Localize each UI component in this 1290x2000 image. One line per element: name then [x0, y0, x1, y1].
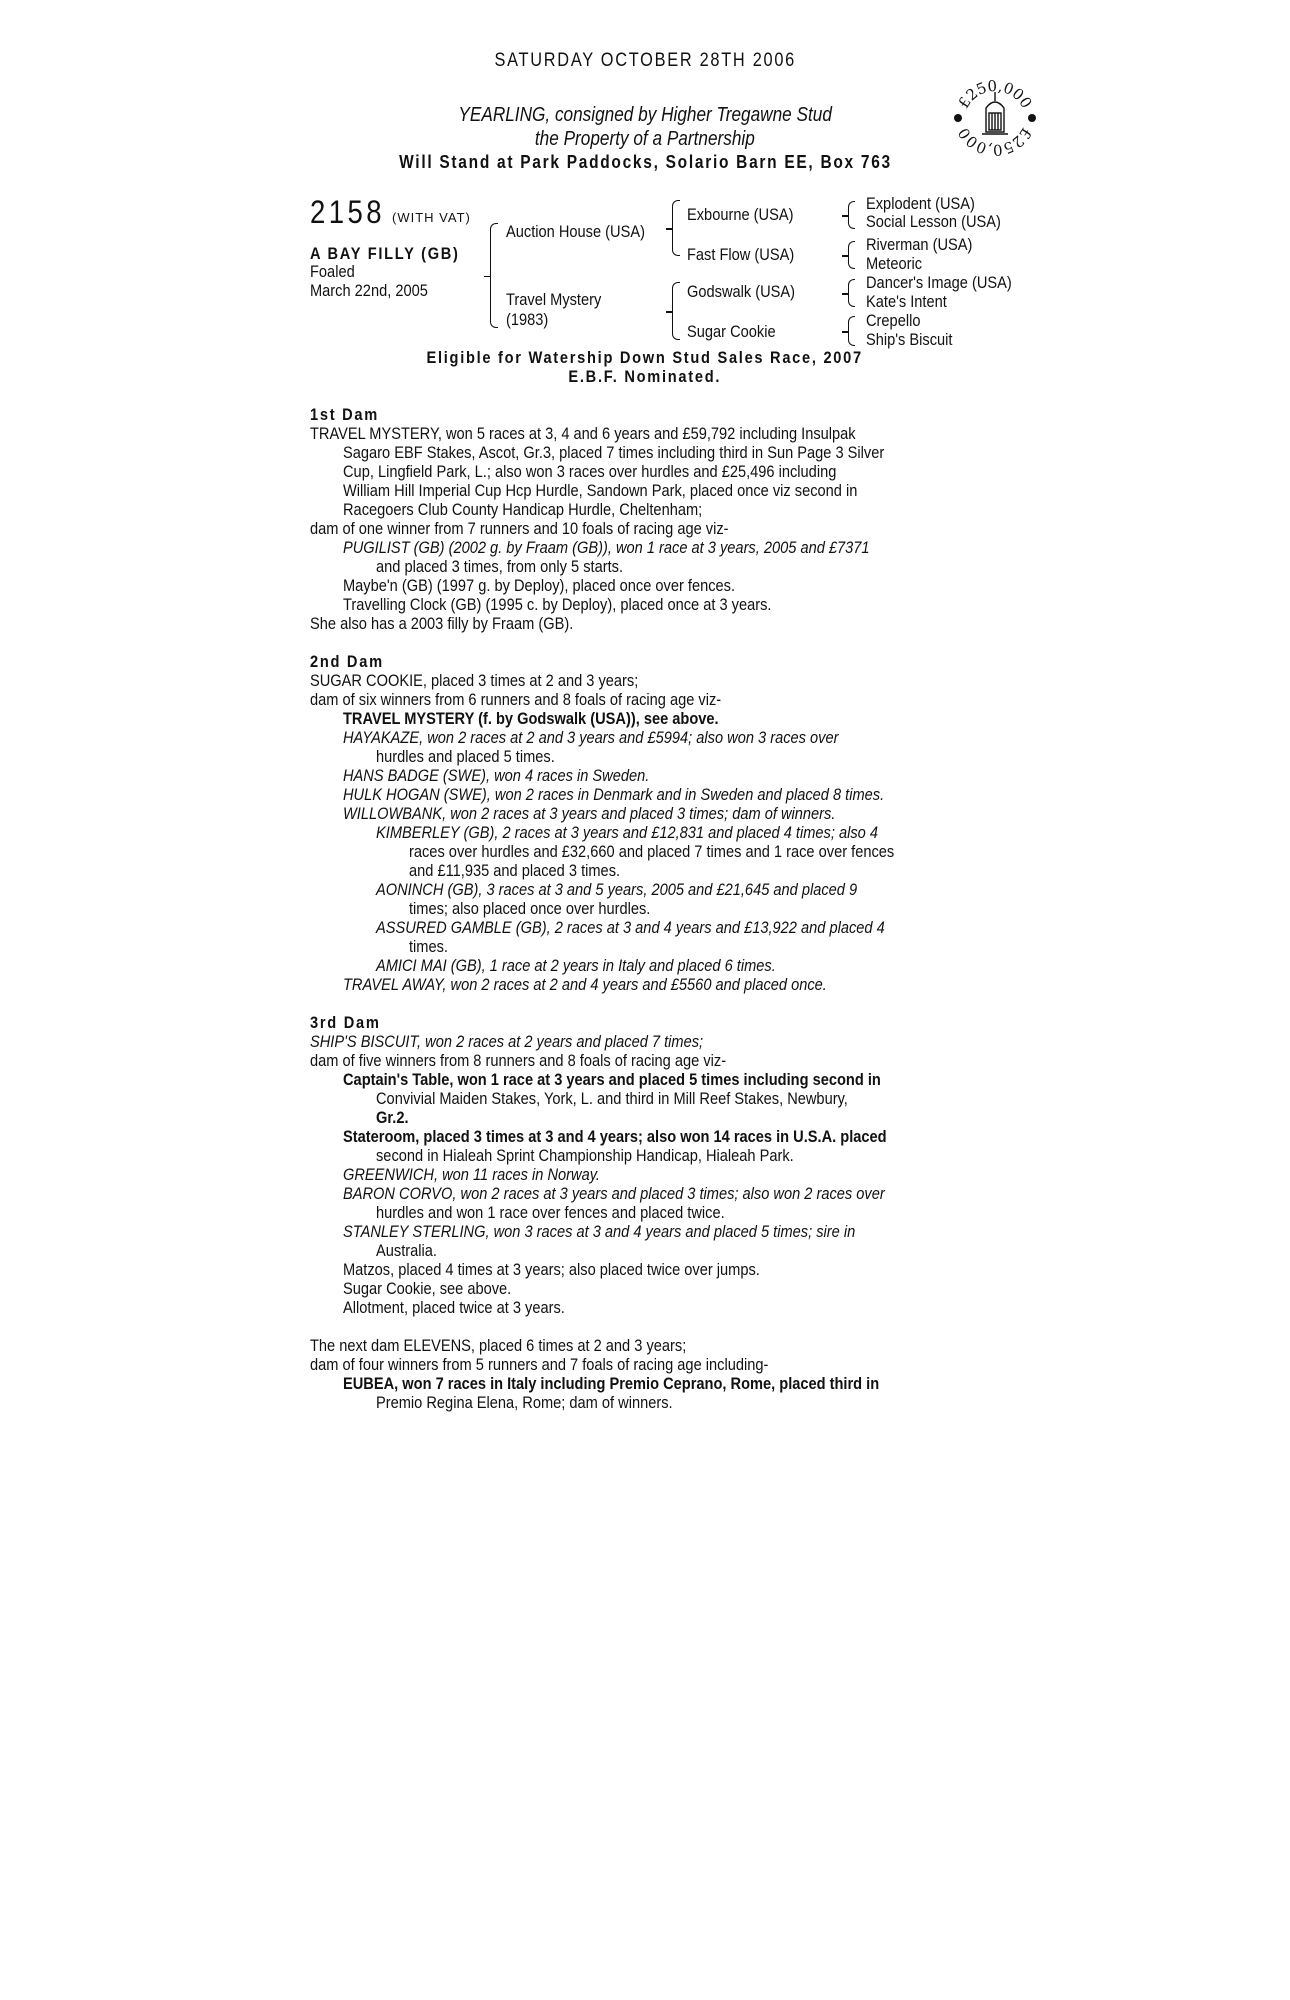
pedigree-sire-sire: Exbourne (USA) — [687, 205, 794, 224]
produce-summary: dam of one winner from 7 runners and 10 foals of racing age viz- — [310, 519, 729, 538]
produce-entry-cont: hurdles and won 1 race over fences and placed twice. — [376, 1203, 725, 1222]
produce-entry: Stateroom, placed 3 times at 3 and 4 years; also won 14 races in U.S.A. placed — [343, 1127, 887, 1146]
pedigree-g3: Riverman (USA) — [866, 235, 973, 254]
produce-entry: PUGILIST (GB) (2002 g. by Fraam (GB)), won 1 race at 3 years, 2005 and £7371 — [343, 538, 870, 557]
grand-produce-entry-cont: races over hurdles and £32,660 and placed 7 times and 1 race over fences — [409, 842, 895, 861]
grand-produce-entry: ASSURED GAMBLE (GB), 2 races at 3 and 4 years and £13,922 and placed 4 — [376, 918, 885, 937]
pedigree-g4: Meteoric — [866, 254, 923, 273]
dam-record-line: William Hill Imperial Cup Hcp Hurdle, Sandown Park, placed once viz second in — [343, 481, 858, 500]
dam-record-line: SUGAR COOKIE, placed 3 times at 2 and 3 years; — [310, 671, 639, 690]
produce-summary: dam of five winners from 8 runners and 8 foals of racing age viz- — [310, 1051, 727, 1070]
produce-entry-cont: second in Hialeah Sprint Championship Handicap, Hialeah Park. — [376, 1146, 794, 1165]
produce-entry: Captain's Table, won 1 race at 3 years and placed 5 times including second in — [343, 1070, 881, 1089]
consignor-line: YEARLING, consigned by Higher Tregawne Stud — [458, 104, 832, 126]
foaled-date: March 22nd, 2005 — [310, 281, 428, 300]
vat-note: (WITH VAT) — [392, 210, 471, 225]
location-line: Will Stand at Park Paddocks, Solario Barn EE, Box 763 — [398, 152, 892, 172]
produce-entry-cont: and placed 3 times, from only 5 starts. — [376, 557, 624, 576]
produce-entry-cont: Premio Regina Elena, Rome; dam of winners. — [376, 1393, 673, 1412]
next-dam-record: The next dam ELEVENS, placed 6 times at 2 and 3 years; — [310, 1336, 687, 1355]
pedigree-sire-dam: Fast Flow (USA) — [687, 245, 795, 264]
produce-entry: STANLEY STERLING, won 3 races at 3 and 4 years and placed 5 times; sire in — [343, 1222, 856, 1241]
pedigree-g5: Dancer's Image (USA) — [866, 273, 1012, 292]
produce-entry: WILLOWBANK, won 2 races at 3 years and placed 3 times; dam of winners. — [343, 804, 836, 823]
pedigree-brace-parents — [490, 223, 498, 328]
lot-number: 2158 — [310, 194, 385, 230]
ebf-line: E.B.F. Nominated. — [568, 367, 722, 386]
grand-produce-entry: AONINCH (GB), 3 races at 3 and 5 years, 2005 and £21,645 and placed 9 — [376, 880, 858, 899]
svg-text:£250,000: £250,000 — [954, 76, 1036, 112]
section-heading-2nd-dam: 2nd Dam — [310, 652, 384, 671]
pedigree-brace-sire — [672, 200, 680, 256]
pedigree-sire: Auction House (USA) — [506, 222, 645, 241]
pedigree-brace-g1 — [848, 201, 855, 229]
foaled-label: Foaled — [310, 262, 355, 281]
produce-entry: Maybe'n (GB) (1997 g. by Deploy), placed once over fences. — [343, 576, 736, 595]
section-heading-3rd-dam: 3rd Dam — [310, 1013, 381, 1032]
produce-entry-cont: Gr.2. — [376, 1108, 409, 1127]
pedigree-dam: Travel Mystery — [506, 290, 602, 309]
property-line: the Property of a Partnership — [535, 128, 755, 150]
pedigree-g7: Crepello — [866, 311, 921, 330]
dam-record-line: Sagaro EBF Stakes, Ascot, Gr.3, placed 7 times including third in Sun Page 3 Silver — [343, 443, 885, 462]
produce-entry: Matzos, placed 4 times at 3 years; also placed twice over jumps. — [343, 1260, 760, 1279]
pedigree-g6: Kate's Intent — [866, 292, 947, 311]
grand-produce-entry: KIMBERLEY (GB), 2 races at 3 years and £12,831 and placed 4 times; also 4 — [376, 823, 878, 842]
produce-entry: Travelling Clock (GB) (1995 c. by Deploy), placed once at 3 years. — [343, 595, 772, 614]
pedigree-brace-g4 — [848, 316, 855, 346]
grand-produce-entry: AMICI MAI (GB), 1 race at 2 years in Italy and placed 6 times. — [376, 956, 776, 975]
dam-record-line: SHIP'S BISCUIT, won 2 races at 2 years and placed 7 times; — [310, 1032, 704, 1051]
dam-record-line: Cup, Lingfield Park, L.; also won 3 races over hurdles and £25,496 including — [343, 462, 837, 481]
price-stamp-seal — [950, 72, 1040, 162]
dam-record-line: Racegoers Club County Handicap Hurdle, Cheltenham; — [343, 500, 703, 519]
produce-entry: EUBEA, won 7 races in Italy including Premio Ceprano, Rome, placed third in — [343, 1374, 880, 1393]
lot-number-block — [310, 194, 471, 231]
lot-description: A BAY FILLY (GB) — [310, 244, 460, 263]
produce-note: She also has a 2003 filly by Fraam (GB). — [310, 614, 574, 633]
grand-produce-entry-cont: and £11,935 and placed 3 times. — [409, 861, 621, 880]
pedigree-brace-g2 — [848, 241, 855, 269]
dam-record-line: TRAVEL MYSTERY, won 5 races at 3, 4 and 6 years and £59,792 including Insulpak — [310, 424, 856, 443]
produce-entry: BARON CORVO, won 2 races at 3 years and placed 3 times; also won 2 races over — [343, 1184, 885, 1203]
pedigree-g2: Social Lesson (USA) — [866, 212, 1001, 231]
produce-entry: Sugar Cookie, see above. — [343, 1279, 512, 1298]
produce-entry: TRAVEL AWAY, won 2 races at 2 and 4 years and £5560 and placed once. — [343, 975, 827, 994]
pedigree-dam-sire: Godswalk (USA) — [687, 282, 796, 301]
produce-entry: HANS BADGE (SWE), won 4 races in Sweden. — [343, 766, 650, 785]
produce-entry-cont: Convivial Maiden Stakes, York, L. and third in Mill Reef Stakes, Newbury, — [376, 1089, 848, 1108]
produce-entry-cont: hurdles and placed 5 times. — [376, 747, 555, 766]
grand-produce-entry-cont: times; also placed once over hurdles. — [409, 899, 651, 918]
pedigree-brace-dam — [672, 282, 680, 340]
eligibility-line: Eligible for Watership Down Stud Sales Race, 2007 — [426, 348, 864, 367]
svg-text:£250,000: £250,000 — [954, 124, 1036, 160]
pedigree-brace-g3 — [848, 279, 855, 307]
produce-entry-cont: Australia. — [376, 1241, 437, 1260]
sale-date: SATURDAY OCTOBER 28TH 2006 — [494, 50, 796, 71]
pedigree-g8: Ship's Biscuit — [866, 330, 953, 349]
grand-produce-entry-cont: times. — [409, 937, 448, 956]
produce-summary: dam of six winners from 6 runners and 8 foals of racing age viz- — [310, 690, 722, 709]
produce-entry: TRAVEL MYSTERY (f. by Godswalk (USA)), see above. — [343, 709, 719, 728]
produce-entry: GREENWICH, won 11 races in Norway. — [343, 1165, 601, 1184]
pedigree-g1: Explodent (USA) — [866, 194, 975, 213]
produce-entry: HULK HOGAN (SWE), won 2 races in Denmark and in Sweden and placed 8 times. — [343, 785, 885, 804]
produce-summary: dam of four winners from 5 runners and 7 foals of racing age including- — [310, 1355, 769, 1374]
produce-entry: Allotment, placed twice at 3 years. — [343, 1298, 565, 1317]
section-heading-1st-dam: 1st Dam — [310, 405, 379, 424]
pedigree-dam-dam: Sugar Cookie — [687, 322, 776, 341]
produce-entry: HAYAKAZE, won 2 races at 2 and 3 years and £5994; also won 3 races over — [343, 728, 839, 747]
pedigree-dam-year: (1983) — [506, 310, 549, 329]
